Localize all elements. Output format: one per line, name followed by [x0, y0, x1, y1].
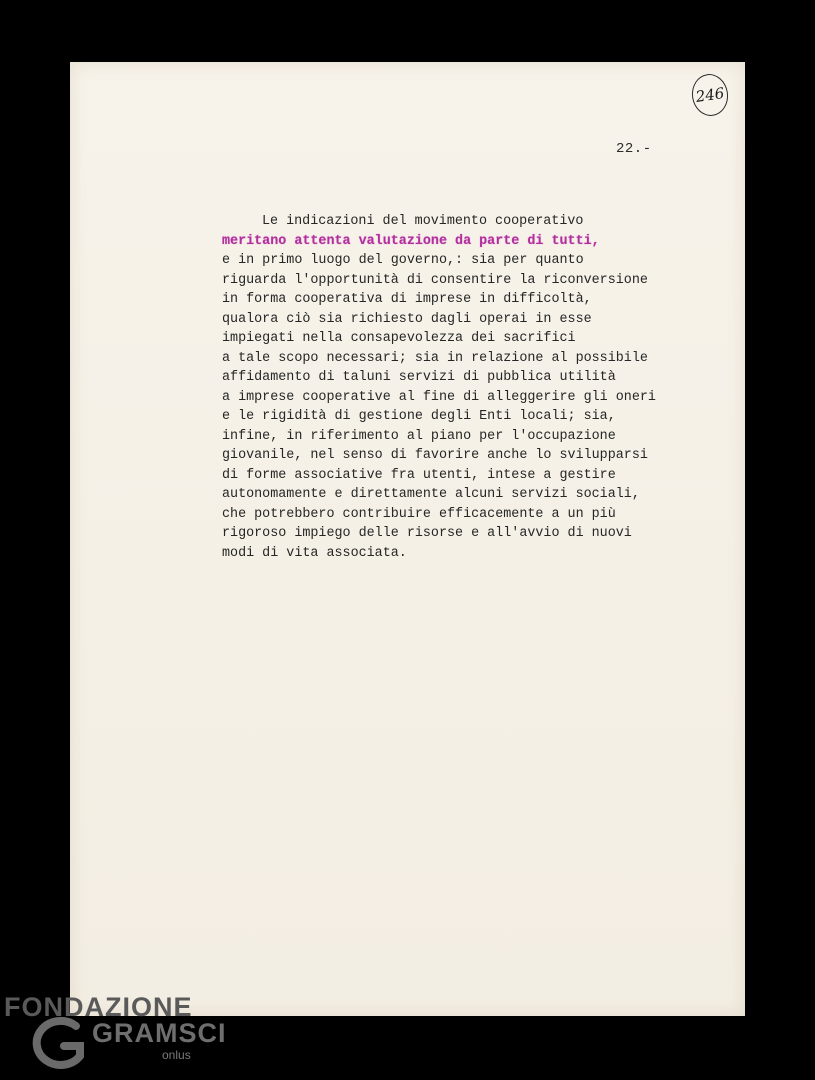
paragraph-line: infine, in riferimento al piano per l'occupazione	[222, 428, 616, 444]
logo-line-fondazione: FONDAZIONE	[4, 992, 193, 1022]
paragraph-line: rigoroso impiego delle risorse e all'avvio di nuovi	[222, 526, 632, 541]
paragraph-line: di forme associative fra utenti, intese a gestire	[222, 467, 616, 483]
paragraph-line: impiegati nella consapevolezza dei sacrifici	[222, 331, 576, 346]
paragraph-line: in forma cooperativa di imprese in difficoltà,	[222, 292, 592, 307]
paragraph-line-highlighted: meritano attenta valutazione da parte di tutti,	[222, 233, 600, 249]
fondazione-gramsci-logo	[0, 988, 227, 1080]
logo-line-onlus: onlus	[162, 1048, 191, 1062]
document-paragraph	[222, 212, 672, 563]
paragraph-line: a tale scopo necessari; sia in relazione al possibile	[222, 350, 648, 366]
paragraph-line: a imprese cooperative al fine di alleggerire gli oneri	[222, 389, 656, 405]
paragraph-line: riguarda l'opportunità di consentire la riconversione	[222, 272, 648, 288]
paragraph-line: e le rigidità di gestione degli Enti locali; sia,	[222, 409, 616, 424]
paragraph-line: qualora ciò sia richiesto dagli operai in esse	[222, 311, 592, 327]
paragraph-line: che potrebbero contribuire efficacemente a un più	[222, 506, 616, 522]
archive-number: 246	[694, 84, 726, 106]
paragraph-line: giovanile, nel senso di favorire anche lo svilupparsi	[222, 448, 648, 463]
paragraph-line: e in primo luogo del governo,: sia per quanto	[222, 253, 584, 268]
page-number: 22.-	[616, 141, 652, 157]
logo-g-mark-icon	[30, 1016, 94, 1072]
paragraph-line: Le indicazioni del movimento cooperativo	[262, 214, 584, 229]
paragraph-line: autonomamente e direttamente alcuni servizi sociali,	[222, 487, 640, 502]
logo-line-gramsci: GRAMSCI	[92, 1018, 227, 1048]
paragraph-line: affidamento di taluni servizi di pubblica utilità	[222, 370, 616, 385]
paragraph-line: modi di vita associata.	[222, 545, 407, 561]
